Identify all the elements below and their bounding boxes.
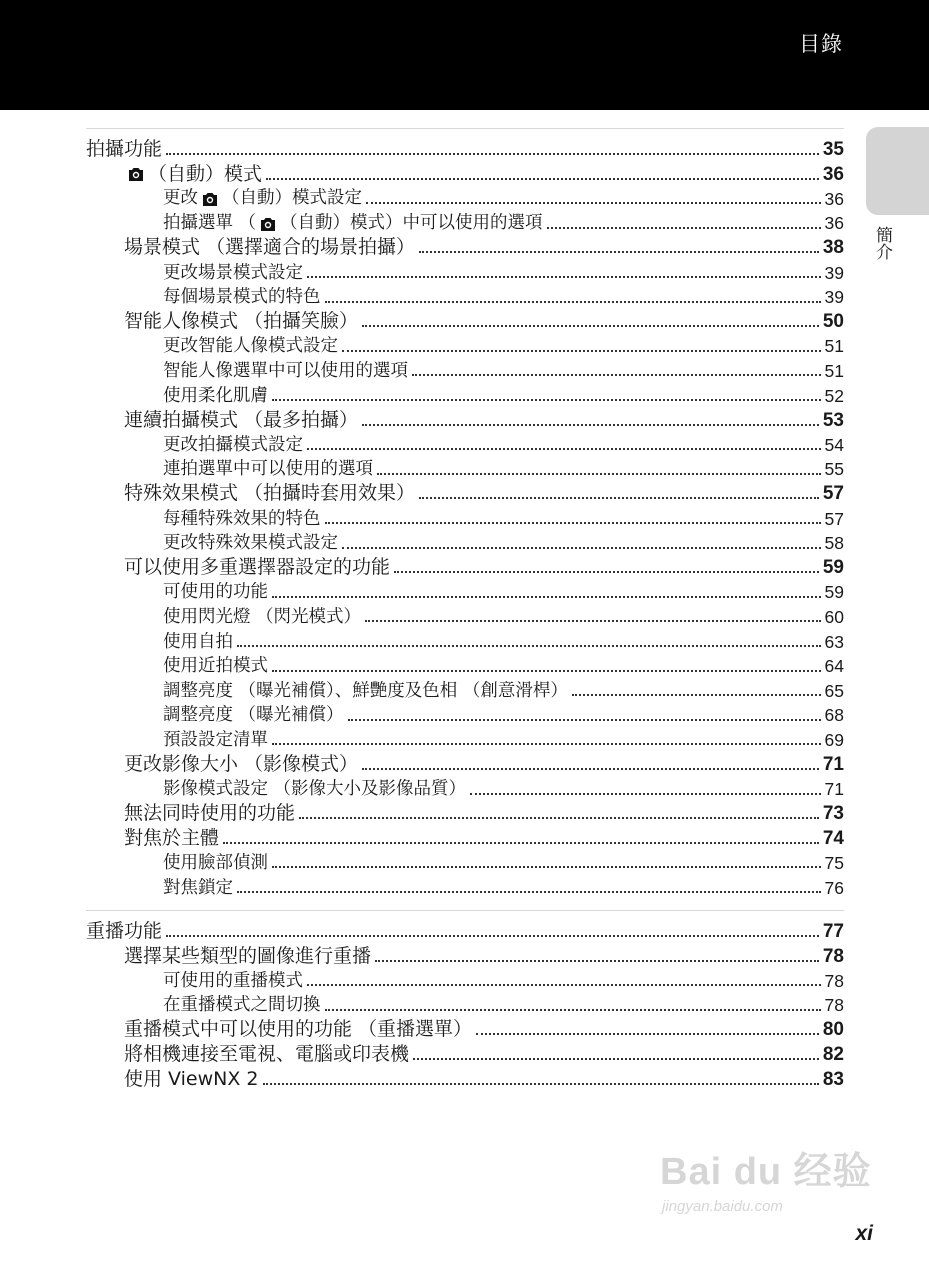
toc-entry-title: [86, 922, 162, 941]
toc-entry-title: [163, 877, 233, 898]
toc-entry-level3[interactable]: [163, 209, 844, 233]
toc-entry-level3[interactable]: [163, 430, 844, 454]
toc-entry-level2[interactable]: [124, 1015, 844, 1039]
dot-leader: [362, 768, 819, 770]
dot-leader: [375, 960, 819, 962]
toc-entry-level3[interactable]: [163, 184, 844, 208]
toc-entry-text: 可以使用多重選擇器設定的功能: [124, 556, 391, 579]
toc-entry-text: 拍攝功能: [86, 138, 163, 160]
toc-page-number: 57: [822, 483, 844, 505]
toc-entry-title: [163, 215, 543, 233]
toc-entry-level2[interactable]: [124, 824, 844, 848]
toc-entry-text: （自動）模式設定: [222, 188, 362, 209]
toc-entry-text: 特殊效果模式 （拍攝時套用效果）: [124, 482, 416, 505]
dot-leader: [266, 178, 819, 180]
dot-leader: [547, 227, 821, 229]
toc-entry-text: 重播功能: [86, 920, 163, 942]
toc-page-number: 58: [824, 533, 844, 554]
toc-page-number: 83: [822, 1068, 844, 1090]
toc-entry-level2[interactable]: [124, 233, 844, 257]
toc-page-number: 71: [822, 754, 844, 775]
toc-page-number: 39: [824, 262, 844, 283]
toc-entry-title: [124, 826, 220, 849]
dot-leader: [307, 984, 821, 986]
toc-entry-title: [163, 606, 362, 627]
toc-entry-level3[interactable]: [163, 991, 844, 1015]
toc-entry-title: [163, 631, 233, 652]
toc-entry-level2[interactable]: [124, 750, 844, 774]
toc-entry-text: 使用臉部偵測: [163, 852, 268, 873]
toc-page-number: 78: [822, 945, 844, 967]
toc-entry-title: [124, 755, 358, 774]
toc-entry-text: 連續拍攝模式 （最多拍攝）: [124, 408, 359, 431]
toc-page-number: 36: [824, 213, 844, 234]
toc-page-number: 68: [824, 705, 844, 726]
toc-entry-level3[interactable]: [163, 258, 844, 282]
toc-entry-title: [163, 385, 268, 406]
dot-leader: [419, 251, 819, 253]
toc-entry-title: [163, 781, 466, 799]
toc-entry-text: （自動）模式: [148, 162, 263, 185]
toc-entry-level3[interactable]: [163, 652, 844, 676]
dot-leader: [419, 497, 819, 499]
toc-entry-text: 將相機連接至電視、電腦或印表機: [124, 1043, 410, 1065]
toc-page-number: 39: [824, 287, 844, 308]
toc-entry-level2[interactable]: [124, 406, 844, 430]
dot-leader: [365, 620, 820, 622]
toc-page-number: 55: [824, 459, 844, 480]
toc-page-number: 78: [824, 970, 844, 991]
toc-entry-title: [124, 944, 372, 967]
dot-leader: [342, 350, 821, 352]
toc-entry-level1[interactable]: [86, 917, 844, 941]
toc-entry-text: 更改智能人像模式設定: [163, 336, 338, 357]
toc-entry-text: 每個場景模式的特色: [163, 287, 321, 308]
toc-entry-level2[interactable]: [124, 799, 844, 823]
toc-entry-text: 每種特殊效果的特色: [163, 508, 321, 529]
toc-entry-level3[interactable]: [163, 602, 844, 626]
toc-entry-text: 智能人像模式 （拍攝笑臉）: [124, 310, 359, 333]
toc-page-number: 74: [822, 827, 844, 849]
toc-entry-text: 更改: [163, 188, 198, 209]
toc-entry-level3[interactable]: [163, 529, 844, 553]
toc-entry-text: 更改特殊效果模式設定: [163, 533, 338, 554]
dot-leader: [362, 424, 819, 426]
toc-entry-title: [124, 484, 415, 503]
toc-entry-title: [124, 804, 295, 823]
toc-page-number: 53: [822, 409, 844, 431]
toc-page-number: 54: [824, 434, 844, 455]
toc-entry-text: 使用 ViewNX 2: [124, 1067, 259, 1090]
toc-entry-text: 場景模式 （選擇適合的場景拍攝）: [124, 236, 416, 259]
dot-leader: [272, 399, 821, 401]
toc-page-number: 64: [824, 656, 844, 677]
watermark-url: jingyan.baidu.com: [662, 1198, 783, 1215]
toc-entry-text: 使用自拍: [163, 631, 233, 652]
toc-entry-text: 選擇某些類型的圖像進行重播: [124, 944, 372, 967]
toc-page-number: 60: [824, 606, 844, 627]
toc-entry-level3[interactable]: [163, 356, 844, 380]
toc-entry-title: [163, 535, 338, 553]
toc-entry-level3[interactable]: [163, 332, 844, 356]
toc-entry-text: 連拍選單中可以使用的選項: [163, 459, 373, 480]
toc-entry-title: [163, 289, 321, 307]
watermark-logo: Bai du 经验: [660, 1151, 872, 1193]
toc-page-number: 35: [822, 139, 844, 160]
dot-leader: [325, 301, 821, 303]
section-divider: [86, 910, 844, 911]
camera-icon: [259, 215, 277, 233]
toc-page-number: 59: [822, 557, 844, 579]
toc-page-number: 71: [824, 779, 844, 800]
toc-page-number: 50: [822, 311, 844, 333]
toc-entry-level3[interactable]: [163, 873, 844, 897]
dot-leader: [166, 935, 819, 937]
toc-entry-level3[interactable]: [163, 676, 844, 700]
toc-page-number: 69: [824, 729, 844, 750]
toc-entry-title: [86, 140, 162, 159]
dot-leader: [325, 1009, 821, 1011]
toc-page-number: 78: [824, 995, 844, 1016]
dot-leader: [166, 153, 819, 155]
toc-page-number: 65: [824, 680, 844, 701]
section-tab[interactable]: [866, 127, 929, 215]
toc-page-number: 76: [824, 877, 844, 898]
toc-entry-level3[interactable]: [163, 627, 844, 651]
toc-entry-level3[interactable]: [163, 283, 844, 307]
toc-entry-text: 更改場景模式設定: [163, 262, 303, 283]
header-bar: [0, 0, 929, 110]
toc-entry-text: 預設設定清單: [163, 729, 268, 750]
toc-entry-text: 拍攝選單 （: [163, 213, 257, 234]
toc-entry-level2[interactable]: [124, 942, 844, 966]
toc-entry-level2[interactable]: [124, 160, 844, 184]
toc-entry-title: [124, 1045, 409, 1064]
page-number: xi: [855, 1222, 873, 1245]
dot-leader: [348, 719, 821, 721]
toc-entry-title: [163, 508, 321, 529]
toc-page-number: 57: [824, 508, 844, 529]
toc-entry-title: [124, 312, 358, 331]
dot-leader: [394, 571, 819, 573]
dot-leader: [412, 374, 821, 376]
dot-leader: [307, 276, 821, 278]
dot-leader: [307, 448, 821, 450]
dot-leader: [413, 1058, 819, 1060]
dot-leader: [366, 202, 821, 204]
camera-icon: [201, 190, 219, 208]
toc-entry-title: [124, 1067, 259, 1090]
toc-entry-level1[interactable]: [86, 135, 844, 159]
dot-leader: [572, 694, 821, 696]
toc-entry-title: [163, 852, 268, 873]
toc-entry-text: 無法同時使用的功能: [124, 802, 296, 825]
toc-entry-text: 可使用的重播模式: [163, 970, 303, 991]
toc-entry-level3[interactable]: [163, 381, 844, 405]
toc-entry-text: 調整亮度 （曝光補償）、鮮艷度及色相 （創意滑桿）: [163, 680, 568, 701]
toc-entry-title: [163, 729, 268, 750]
toc-entry-title: [163, 262, 303, 283]
toc-entry-title: [163, 584, 268, 602]
toc-page-number: 51: [824, 336, 844, 357]
toc-entry-level2[interactable]: [124, 479, 844, 503]
toc-entry-text: 對焦鎖定: [163, 877, 233, 898]
toc-entry-level3[interactable]: [163, 701, 844, 725]
toc-entry-level2[interactable]: [124, 1065, 844, 1089]
toc-entry-level2[interactable]: [124, 553, 844, 577]
toc-entry-title: [124, 162, 263, 185]
toc-entry-level3[interactable]: [163, 578, 844, 602]
dot-leader: [263, 1083, 819, 1085]
toc-entry-title: [124, 408, 359, 431]
toc-page-number: 52: [824, 385, 844, 406]
toc-entry-title: [163, 434, 303, 455]
toc-entry-title: [124, 1020, 472, 1039]
toc-page-number: 36: [824, 188, 844, 209]
dot-leader: [362, 325, 819, 327]
toc-entry-title: [163, 190, 362, 208]
dot-leader: [272, 743, 821, 745]
toc-entry-title: [124, 238, 415, 257]
dot-leader: [237, 645, 821, 647]
toc-entry-text: 使用近拍模式: [163, 656, 268, 677]
toc-page-number: 59: [824, 582, 844, 603]
toc-entry-text: 更改拍攝模式設定: [163, 434, 303, 455]
toc-entry-text: 可使用的功能: [163, 582, 268, 603]
dot-leader: [377, 473, 821, 475]
toc-page-number: 82: [822, 1044, 844, 1065]
toc-page-number: 80: [822, 1019, 844, 1041]
toc-entry-title: [163, 680, 568, 701]
toc-entry-level2[interactable]: [124, 307, 844, 331]
dot-leader: [325, 522, 821, 524]
camera-icon: [127, 165, 145, 183]
toc-entry-text: 使用閃光燈 （閃光模式）: [163, 606, 362, 627]
dot-leader: [476, 1033, 819, 1035]
toc-entry-text: 更改影像大小 （影像模式）: [124, 753, 359, 775]
toc-entry-title: [163, 360, 408, 381]
watermark: [660, 1140, 880, 1220]
toc-entry-title: [163, 970, 303, 991]
toc-entry-level3[interactable]: [163, 775, 844, 799]
toc-entry-level3[interactable]: [163, 966, 844, 990]
toc-entry-level3[interactable]: [163, 725, 844, 749]
toc-entry-text: 對焦於主體: [124, 826, 220, 849]
toc-entry-text: 智能人像選單中可以使用的選項: [163, 360, 408, 381]
toc-entry-text: 重播模式中可以使用的功能 （重播選單）: [124, 1018, 473, 1041]
toc-entry-title: [163, 997, 321, 1015]
toc-entry-level3[interactable]: [163, 504, 844, 528]
dot-leader: [272, 670, 821, 672]
toc-entry-level3[interactable]: [163, 848, 844, 872]
toc-entry-level3[interactable]: [163, 455, 844, 479]
toc-page-number: 36: [822, 163, 844, 185]
dot-leader: [470, 793, 820, 795]
section-divider: [86, 128, 844, 129]
toc-entry-text: 在重播模式之間切換: [163, 995, 321, 1016]
toc-page-number: 75: [824, 852, 844, 873]
page-title: 目錄: [799, 32, 843, 56]
toc-page-number: 63: [824, 631, 844, 652]
toc-entry-text: （自動）模式）中可以使用的選項: [280, 213, 543, 234]
toc-page-number: 51: [824, 360, 844, 381]
toc-entry-title: [163, 707, 344, 725]
toc-entry-text: 影像模式設定 （影像大小及影像品質）: [163, 779, 467, 800]
dot-leader: [299, 817, 819, 819]
toc-entry-title: [163, 338, 338, 356]
dot-leader: [272, 596, 821, 598]
toc-entry-title: [124, 558, 390, 577]
toc-entry-text: 使用柔化肌膚: [163, 385, 268, 406]
toc-entry-title: [163, 461, 373, 479]
toc-entry-level2[interactable]: [124, 1040, 844, 1064]
toc-page-number: 38: [822, 237, 844, 259]
toc-entry-text: 調整亮度 （曝光補償）: [163, 705, 344, 726]
toc-page-number: 73: [822, 803, 844, 825]
dot-leader: [237, 891, 821, 893]
toc-page-number: 77: [822, 921, 844, 942]
dot-leader: [272, 866, 821, 868]
dot-leader: [223, 842, 819, 844]
toc-entry-title: [163, 658, 268, 676]
dot-leader: [342, 547, 821, 549]
section-tab-label: 簡介: [872, 226, 892, 260]
